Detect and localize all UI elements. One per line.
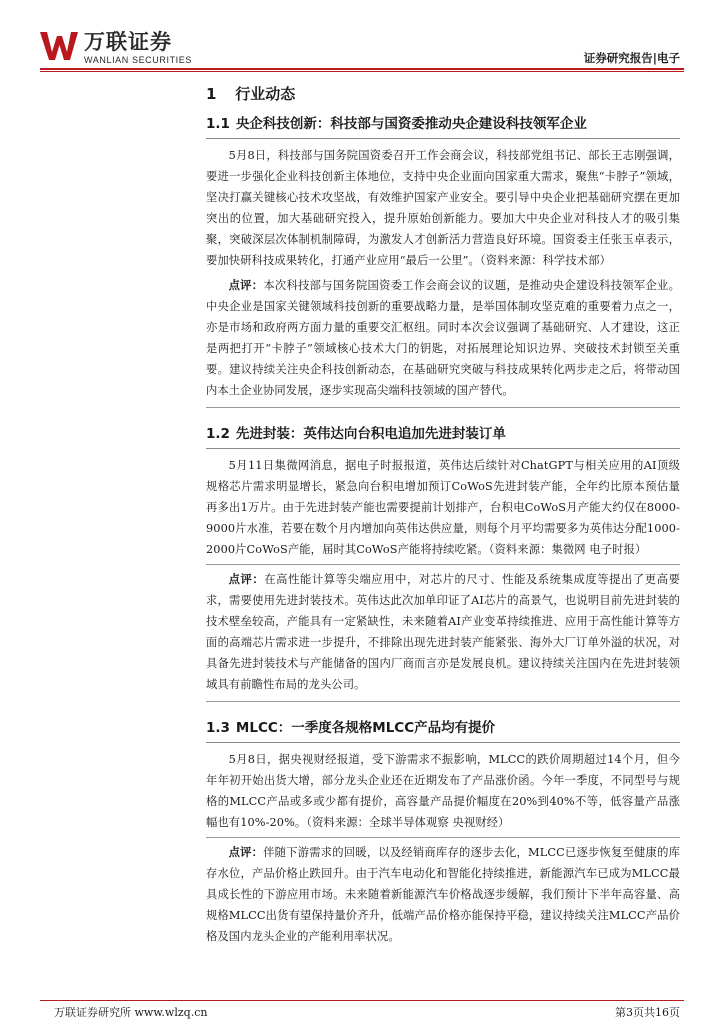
subsection-number: 1.1: [206, 116, 230, 132]
review-block: [206, 842, 680, 947]
review-label: 点评：: [228, 846, 264, 859]
news-paragraph: 5月8日，据央视财经报道，受下游需求不振影响，MLCC的跌价周期超过14个月，但今年年初开始出货大增，部分龙头企业还在近期发布了产品涨价函。今年一季度，不同型号与规格的MLCC产品或多或少都有提价，高容量产品提价幅度在20%到40%不等，低容量产品涨幅也有10%-20%。（资料来源：全球半导体观察 央视财经）: [206, 753, 680, 829]
subsection-title-text: MLCC：一季度各规格MLCC产品均有提价: [235, 720, 496, 736]
main-content: [206, 84, 680, 947]
subsection-1-1: [206, 114, 680, 408]
footer-source: 万联证券研究所 www.wlzq.cn: [54, 1006, 208, 1019]
company-logo: [40, 30, 210, 66]
header-divider-thin: [40, 71, 684, 72]
news-paragraph: 5月8日，科技部与国务院国资委召开工作会商会议，科技部党组书记、部长王志刚强调，要进一步强化企业科技创新主体地位，支持中央企业面向国家重大需求，聚焦“卡脖子”领域，坚决打赢关键核心技术攻坚战，有效维护国家产业安全。要引导中央企业把基础研究摆在更加突出的位置，加大基础研究投入，提升原始创新能力。要加大中央企业对科技人才的吸引集聚，突破深层次体制机制障碍，为激发人才创新活力营造良好环境。国资委主任张玉卓表示，要加快研科技成果转化，打通产业应用“最后一公里”。（资料来源：科学技术部）: [206, 149, 680, 267]
review-text: 在高性能计算等尖端应用中，对芯片的尺寸、性能及系统集成度等提出了更高要求，需要使用先进封装技术。英伟达此次加单印证了AI芯片的高景气，也说明目前先进封装的技术壁垒较高，产能具有一定紧缺性，未来随着AI产业变革持续推进、应用于高性能计算等方面的高端芯片需求进一步提升，不排除出现先进封装产能紧张、海外大厂订单外溢的状况，对具备先进封装技术与产能储备的国内厂商而言亦是发展良机。建议持续关注国内在先进封装领域具有前瞻性布局的龙头公司。: [206, 573, 680, 691]
subsection-title: [206, 424, 680, 449]
news-paragraph: 5月11日集微网消息，据电子时报报道，英伟达后续针对ChatGPT与相关应用的AI顶级规格芯片需求明显增长，紧急向台积电增加预订CoWoS先进封装产能，全年约比原本预估量再多出1万片。由于先进封装产能也需要提前计划排产，台积电CoWoS月产能大约仅在8000-9000片水准，若要在数个月内增加向英伟达供应量，则每个月平均需要多为英伟达分配1000-2000片CoWoS产能，届时其CoWoS产能将持续吃紧。（资料来源：集微网 电子时报）: [206, 459, 680, 556]
review-label: 点评：: [228, 279, 264, 292]
section-title: [206, 84, 680, 104]
header-divider: [40, 68, 684, 70]
review-paragraph: [206, 275, 680, 401]
review-label: 点评：: [228, 573, 265, 586]
logo-english-name: WANLIAN SECURITIES: [84, 55, 192, 65]
section-divider: [206, 564, 680, 565]
subsection-1-3: [206, 718, 680, 947]
logo-chinese-name: 万联证券: [84, 30, 172, 54]
review-block: [206, 569, 680, 695]
section-divider: [206, 837, 680, 838]
review-block: [206, 275, 680, 401]
review-text: 本次科技部与国务院国资委工作会商会议的议题，是推动央企建设科技领军企业。中央企业是国家关键领域科技创新的重要战略力量，是举国体制攻坚克难的重要着力点之一，亦是市场和政府两方面力量的重要交汇枢纽。同时本次会议强调了基础研究、人才建设，这正是两把打开“卡脖子”领域核心技术大门的钥匙，对拓展理论知识边界、突破技术封锁至关重要。建议持续关注央企科技创新动态，在基础研究突破与科技成果转化两步走之后，将带动国内本土企业协同发展，逐步实现高尖端科技领域的国产替代。: [206, 279, 680, 397]
subsection-title: [206, 114, 680, 139]
subsection-number: 1.2: [206, 426, 230, 442]
report-type-label: 证券研究报告|电子: [583, 51, 680, 65]
subsection-title-text: 央企科技创新：科技部与国资委推动央企建设科技领军企业: [235, 116, 587, 132]
subsection-1-2: [206, 424, 680, 702]
subsection-number: 1.3: [206, 720, 230, 736]
section-number: 1: [206, 85, 217, 103]
review-paragraph: [206, 842, 680, 947]
page-number: 第3页共16页: [615, 1006, 680, 1019]
wanlian-logo-icon: [40, 30, 78, 62]
subsection-title-text: 先进封装：英伟达向台积电追加先进封装订单: [235, 426, 506, 442]
review-text: 伴随下游需求的回暖，以及经销商库存的逐步去化，MLCC已逐步恢复至健康的库存水位，产品价格止跌回升。由于汽车电动化和智能化持续推进，新能源汽车已成为MLCC最具成长性的下游应用市场。未来随着新能源汽车价格战逐步缓解，我们预计下半年高容量、高规格MLCC出货有望保持量价齐升，低端产品价格亦能保持平稳，建议持续关注MLCC产品价格及国内龙头企业的产能利用率状况。: [206, 846, 680, 943]
review-paragraph: [206, 569, 680, 695]
footer-divider: [40, 1000, 684, 1001]
section-title-text: 行业动态: [235, 85, 296, 103]
subsection-title: [206, 718, 680, 743]
